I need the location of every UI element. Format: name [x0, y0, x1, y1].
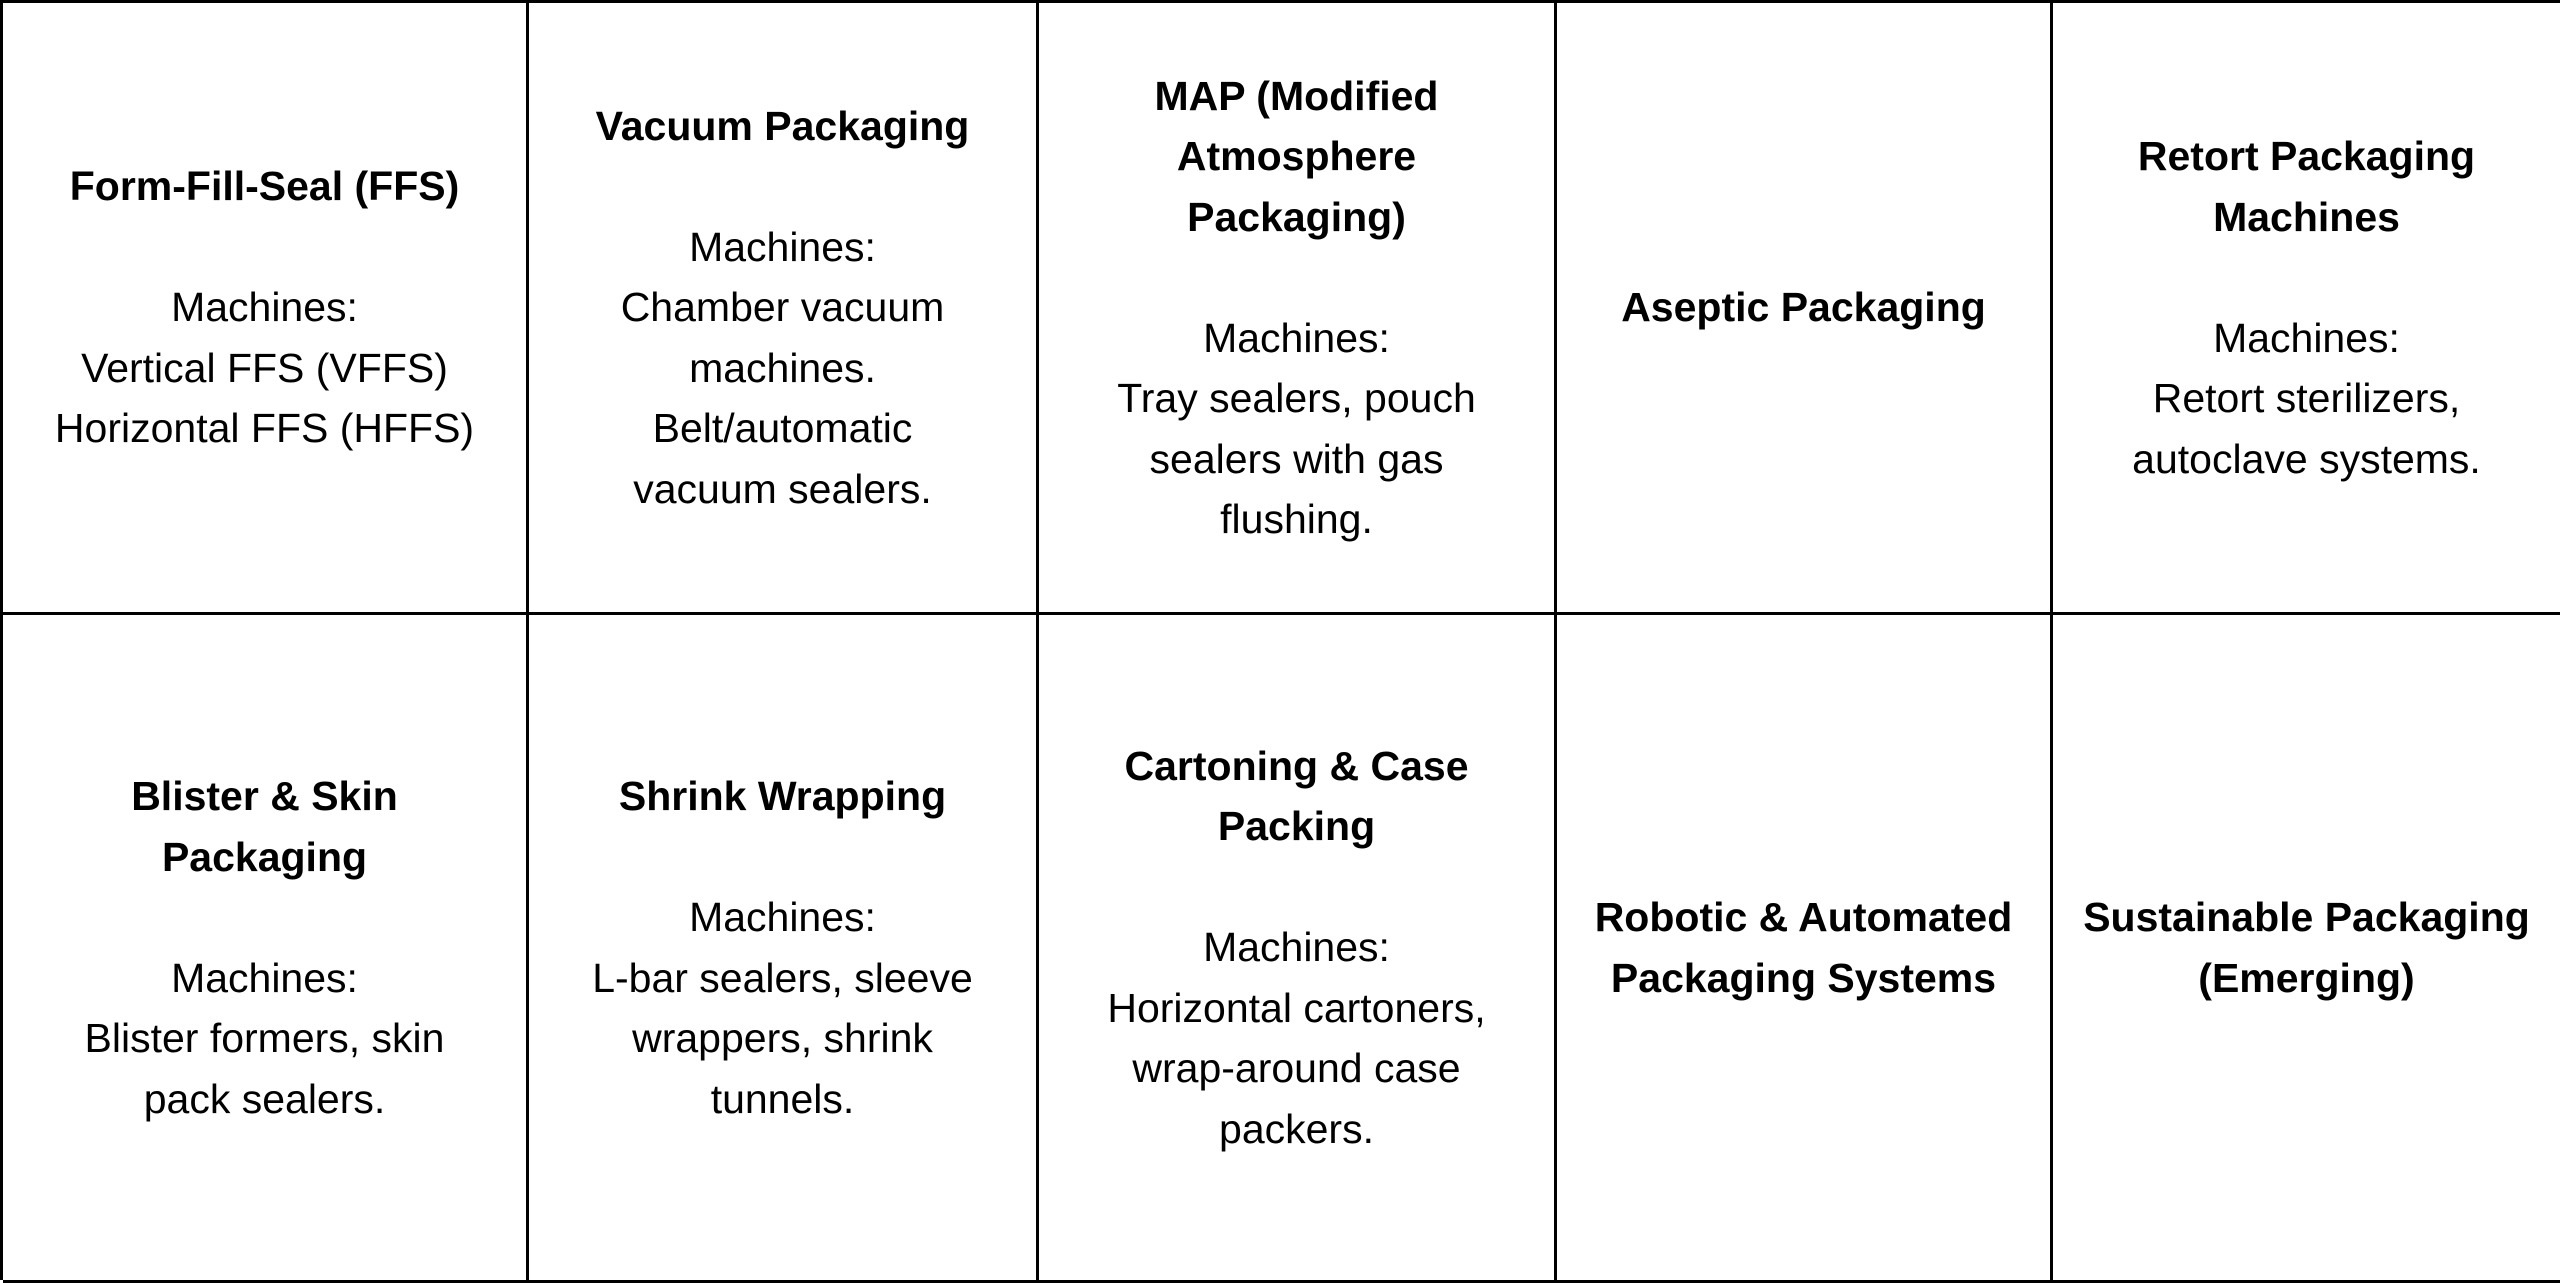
cell-content: [1053, 736, 1540, 1160]
cell-title: MAP (Modified Atmosphere Packaging): [1154, 72, 1439, 240]
table-cell: [3, 3, 529, 615]
table-cell: [529, 3, 1039, 615]
cell-title: Robotic & Automated Packaging Systems: [1594, 894, 2013, 1001]
machines-label: Machines:: [689, 223, 876, 270]
machines-text: Blister formers, skin pack sealers.: [84, 1015, 445, 1122]
cell-title: Vacuum Packaging: [595, 102, 970, 149]
cell-content: [1571, 887, 2036, 1008]
table-cell: [3, 615, 529, 1283]
machines-text: Tray sealers, pouch sealers with gas flushing.: [1117, 375, 1476, 542]
table-cell: [1557, 615, 2053, 1283]
machines-text: Horizontal cartoners, wrap-around case packers.: [1107, 984, 1486, 1152]
machines-text: Vertical FFS (VFFS) Horizontal FFS (HFFS): [54, 344, 475, 452]
cell-title: Shrink Wrapping: [618, 773, 947, 819]
cell-title: Sustainable Packaging (Emerging): [2083, 894, 2530, 1001]
cell-content: [17, 766, 512, 1129]
machines-label: Machines:: [689, 894, 876, 940]
cell-title: Blister & Skin Packaging: [131, 773, 398, 880]
table-cell: [2053, 3, 2560, 615]
cell-title: Form-Fill-Seal (FFS): [69, 163, 460, 210]
table-cell: [1039, 3, 1557, 615]
cell-content: [543, 766, 1022, 1129]
table-cell: [529, 615, 1039, 1283]
machines-text: L-bar sealers, sleeve wrappers, shrink tunnels.: [592, 954, 973, 1122]
table-cell: [1039, 615, 1557, 1283]
cell-title: Cartoning & Case Packing: [1124, 742, 1469, 850]
machines-label: Machines:: [171, 954, 358, 1001]
cell-content: [543, 96, 1022, 520]
machines-text: Retort sterilizers, autoclave systems.: [2132, 375, 2481, 482]
machines-label: Machines:: [1203, 314, 1390, 361]
cell-content: [2067, 887, 2546, 1008]
cell-title: Retort Packaging Machines: [2137, 133, 2476, 240]
machines-label: Machines:: [1203, 924, 1390, 971]
cell-content: [17, 156, 512, 459]
cell-content: [1571, 277, 2036, 338]
cell-title: Aseptic Packaging: [1621, 284, 1986, 331]
cell-content: [2067, 126, 2546, 489]
table-cell: [1557, 3, 2053, 615]
machines-label: Machines:: [171, 284, 358, 331]
cell-content: [1053, 66, 1540, 550]
machines-label: Machines:: [2213, 314, 2400, 361]
table-cell: [2053, 615, 2560, 1283]
machines-text: Chamber vacuum machines. Belt/automatic vacuum sealers.: [620, 284, 945, 512]
